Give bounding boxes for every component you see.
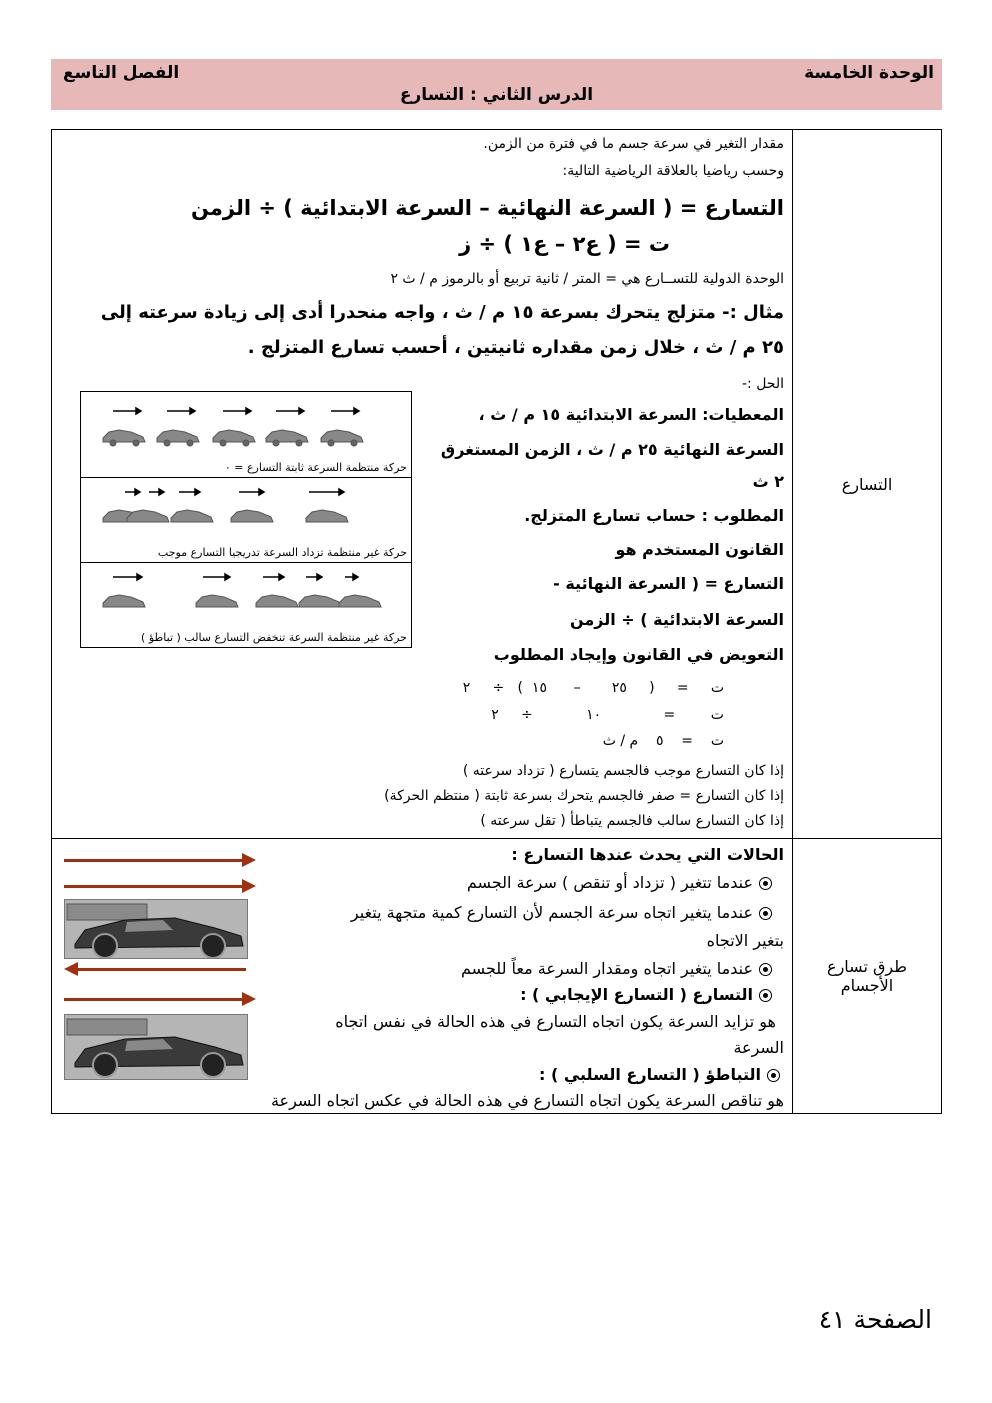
figure-caption-accelerating: حركة غير منتظمة تزداد السرعة تدريجيا التسارع موجب [157,546,407,559]
cases-title: الحالات التي يحدث عندها التسارع : [511,845,784,864]
row1-content [52,130,793,839]
formula-symbols: ت = ( ع٢ – ع١ ) ÷ ز [459,232,670,256]
case-zero: إذا كان التسارع = صفر فالجسم يتحرك بسرعة ثابتة ( منتظم الحركة) [384,788,784,804]
chapter-title: الفصل التاسع [63,63,180,83]
calc-line-2: ت = ١٠ ÷ ٢ [491,707,724,723]
negative-line-1: هو تناقص السرعة يكون اتجاه التسارع في هذه الحالة في عكس اتجاه السرعة [270,1091,784,1110]
unit-title: الوحدة الخامسة [804,63,934,83]
required-text: المطلوب : حساب تسارع المتزلج. [524,506,784,525]
givens-line-1: المعطيات: السرعة الابتدائية ١٥ م / ث ، [478,405,784,424]
case-1 [467,873,772,892]
calc-line-3: ت = ٥ م / ث [602,733,724,749]
car-icon [65,900,247,958]
sports-car-image [64,899,248,959]
positive-line-1: هو تزايد السرعة يكون اتجاه التسارع في هذه الحالة في نفس اتجاه [335,1012,776,1031]
page-header [51,59,942,110]
row2-label [793,839,942,1114]
solution-label: الحل :- [741,376,784,392]
case-negative: إذا كان التسارع سالب فالجسم يتباطأ ( تقل سرعته ) [480,813,784,829]
figure-caption-decelerating: حركة غير منتظمة السرعة تنخفض التسارع سالب ( تباطؤ ) [141,631,407,644]
case-2-cont: بتغير الاتجاه [706,931,784,950]
bullet-icon [767,1069,780,1082]
row1-label: التسارع [793,130,942,839]
example-line-1: مثال :- متزلج يتحرك بسرعة ١٥ م / ث ، واجه منحدرا أدى إلى زيادة سرعته إلى [100,302,784,323]
case-2-text: عندما يتغير اتجاه سرعة الجسم لأن التسارع كمية متجهة يتغير [350,903,753,922]
negative-title-text: التباطؤ ( التسارع السلبي ) : [538,1065,761,1084]
law-line-2: السرعة الابتدائية ) ÷ الزمن [569,610,784,629]
content-table [51,129,942,1114]
figure-caption-uniform: حركة منتظمة السرعة ثابتة التسارع = ٠ [224,461,407,474]
accelerating-cars-graphic [81,486,411,546]
law-line-1: التسارع = ( السرعة النهائية - [553,574,784,593]
calc-line-1: ت = ( ٢٥ – ١٥ ) ÷ ٢ [462,680,724,696]
positive-title-text: التسارع ( التسارع الإيجابي ) : [520,985,753,1004]
formula-words: التسارع = ( السرعة النهائية – السرعة الابتدائية ) ÷ الزمن [191,196,784,220]
case-positive: إذا كان التسارع موجب فالجسم يتسارع ( تزداد سرعته ) [462,763,784,779]
lesson-title: الدرس الثاني : التسارع [399,85,594,105]
uniform-cars-graphic [81,398,411,458]
motion-figure [80,391,412,648]
decelerating-cars-graphic [81,571,411,631]
right-arrow-icon [64,859,244,862]
bullet-icon [759,907,772,920]
positive-line-2: السرعة [733,1038,784,1057]
figure-panel-decelerating [81,563,411,647]
row-acceleration [52,130,942,839]
left-arrow-icon [76,968,246,971]
page-number: الصفحة ٤١ [818,1305,932,1334]
row2-content [52,839,793,1114]
case-2 [351,903,772,922]
case-3-text: عندما يتغير اتجاه ومقدار السرعة معاً للجسم [461,959,753,978]
row2-label-text: طرق تسارع الأجسام [827,957,907,995]
negative-title [539,1065,780,1084]
bullet-icon [759,989,772,1002]
positive-title [520,985,772,1004]
case-1-text: عندما تتغير ( تزداد أو تنقص ) سرعة الجسم [466,873,753,892]
figure-panel-uniform [81,392,411,478]
bullet-icon [759,877,772,890]
figure-panel-accelerating [81,478,411,563]
car-icon [65,1015,247,1079]
row-acceleration-methods [52,839,942,1114]
substitute-text: التعويض في القانون وإيجاد المطلوب [493,645,784,664]
right-arrow-icon [64,998,244,1001]
bullet-icon [759,963,772,976]
law-used: القانون المستخدم هو [615,540,784,559]
sports-car-image-2 [64,1014,248,1080]
right-arrow-icon [64,885,244,888]
givens-line-2: السرعة النهائية ٢٥ م / ث ، الزمن المستغرق [440,440,784,459]
example-line-2: ٢٥ م / ث ، خلال زمن مقداره ثانيتين ، أحسب تسارع المتزلج . [247,337,784,358]
givens-line-3: ٢ ث [752,472,784,491]
unit-line: الوحدة الدولية للتســارع هي = المتر / ثانية تربيع أو بالرموز م / ث ٢ [390,271,784,287]
case-3 [461,959,772,978]
relation-intro: وحسب رياضيا بالعلاقة الرياضية التالية: [562,163,784,179]
definition-text: مقدار التغير في سرعة جسم ما في فترة من الزمن. [483,136,784,152]
